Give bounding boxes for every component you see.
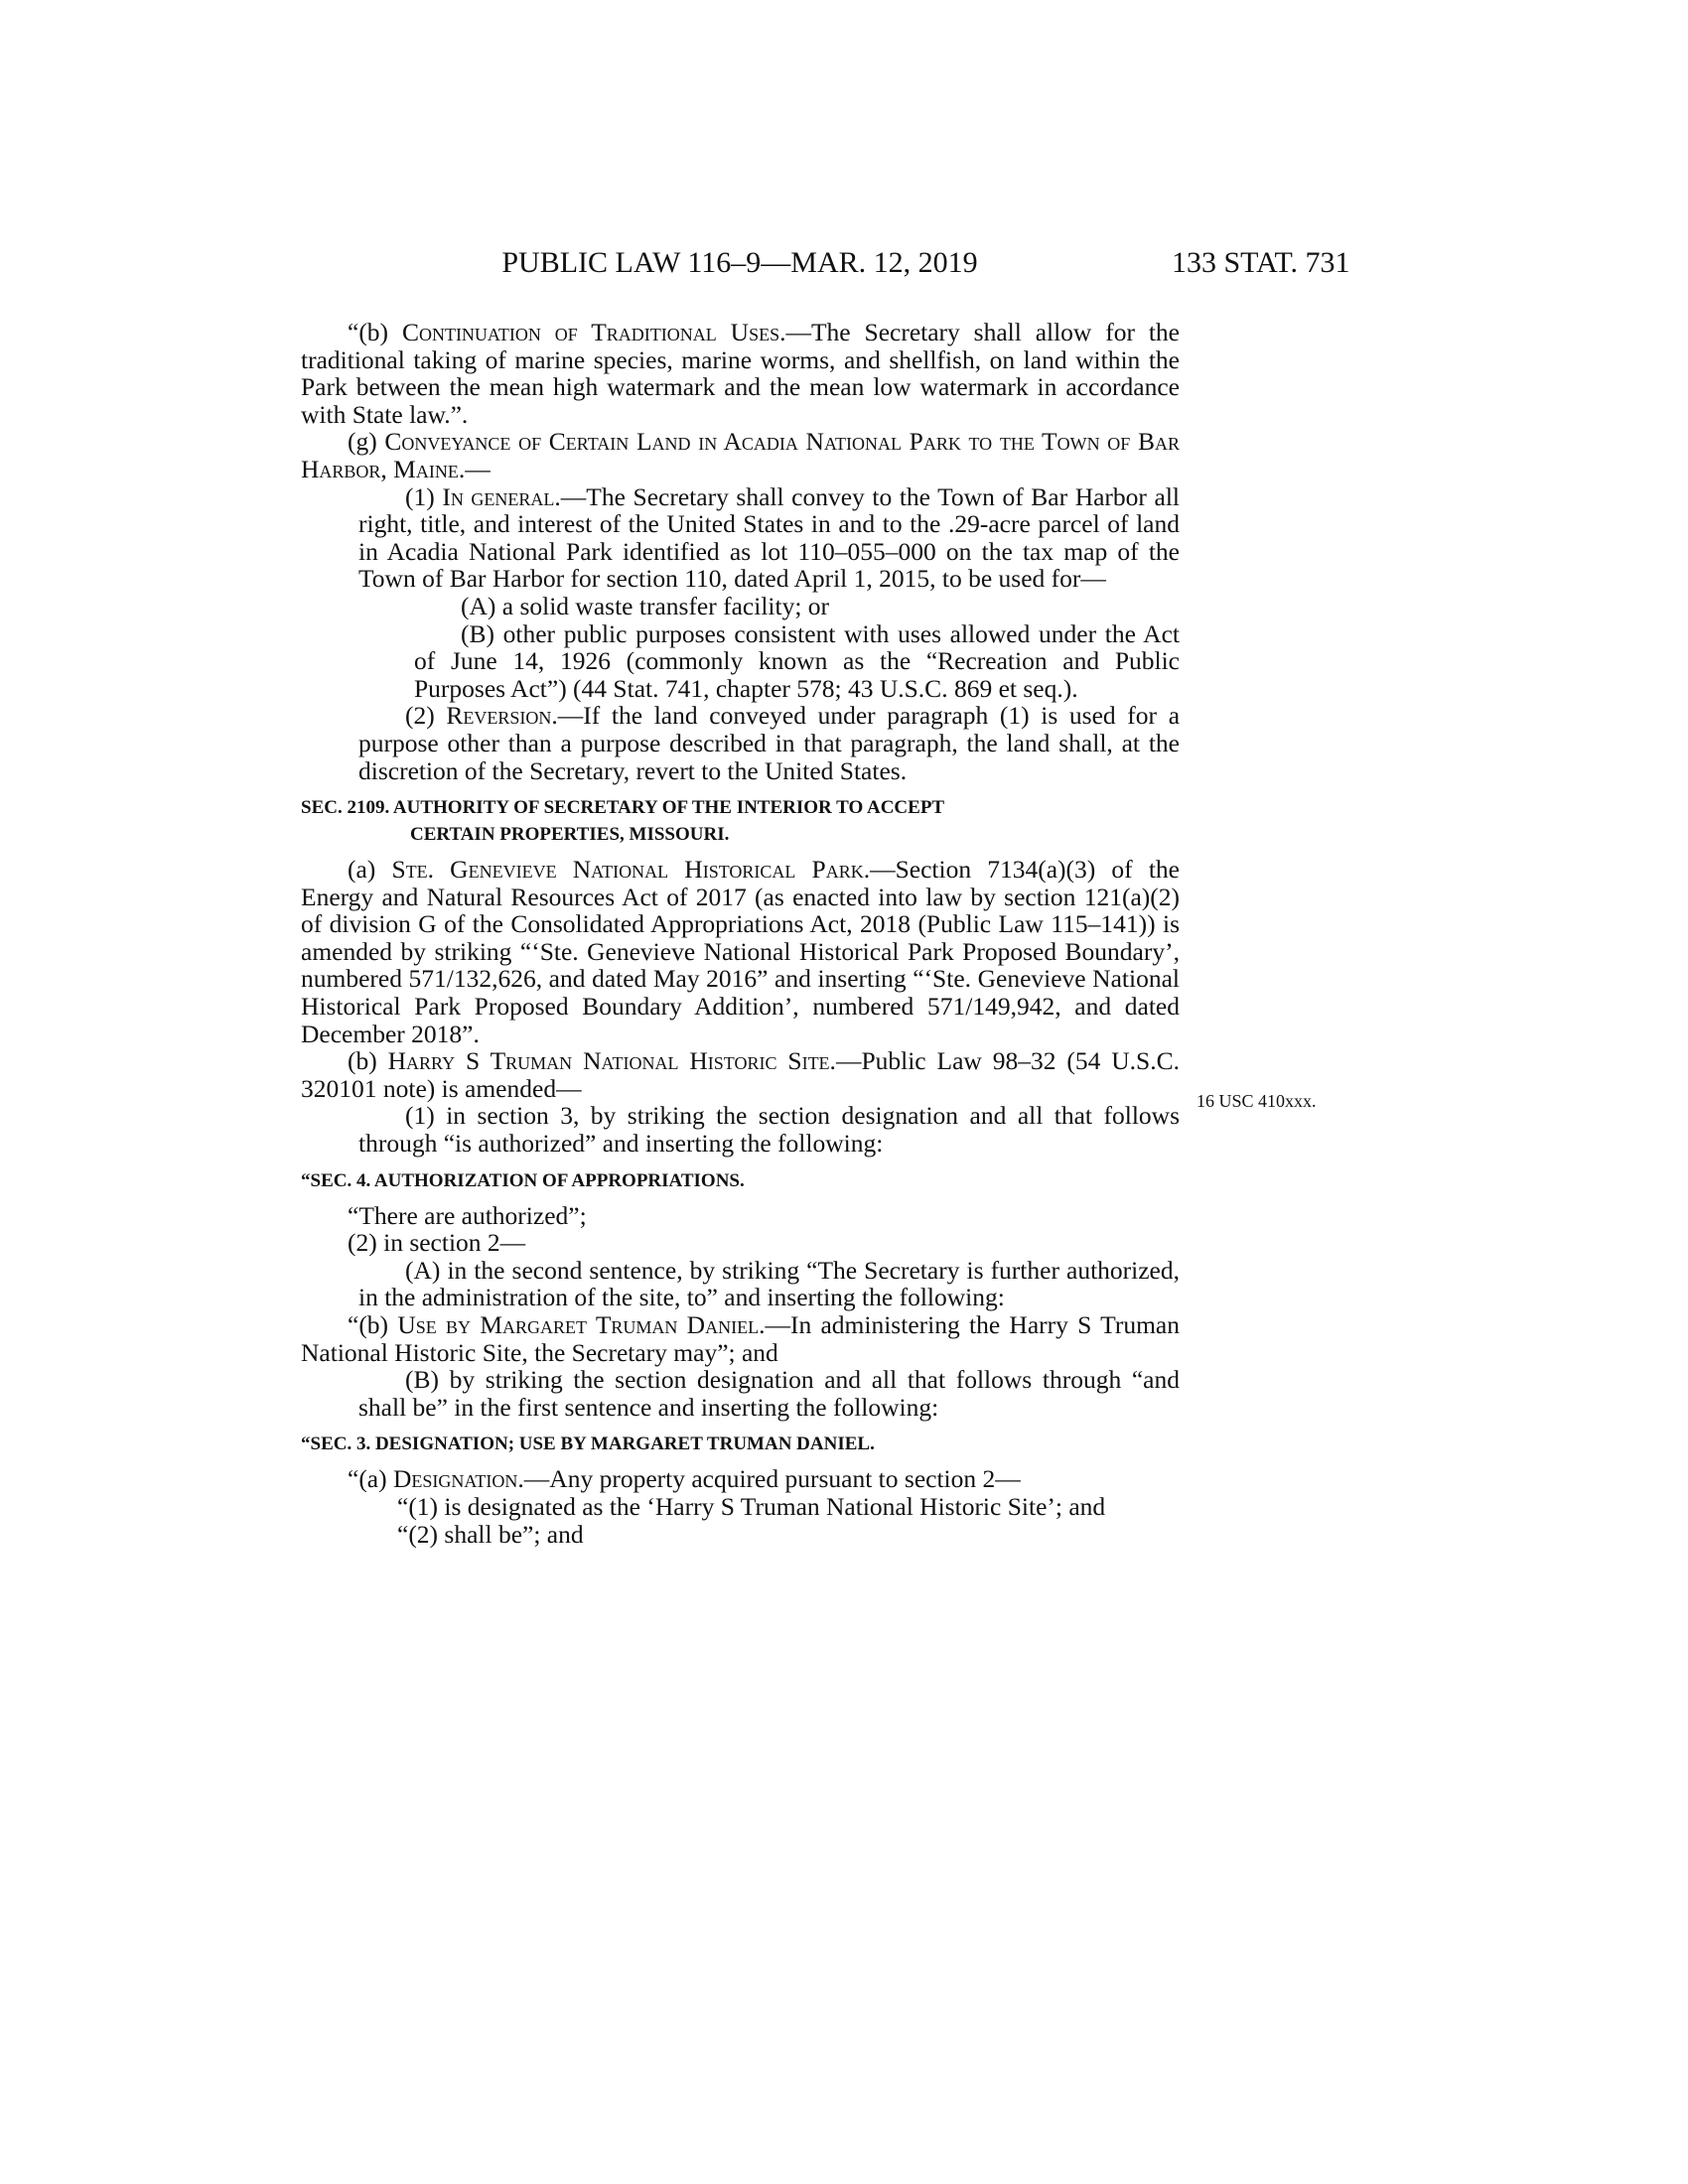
paragraph-g1: (1) In general.—The Secretary shall convey to the Town of Bar Harbor all right, title, and interest of the United States in and to the .29-acre parcel of land in Acadia National Park identified as lot 110–055–000 on the tax map of the Town of Bar Harbor for section 110, dated April 1, 2015, to be used for—	[358, 481, 1181, 594]
paragraph-heading: Continuation of Traditional Uses.	[401, 318, 786, 346]
paragraph-heading: Reversion.	[446, 701, 558, 731]
running-head: PUBLIC LAW 116–9—MAR. 12, 2019	[501, 246, 978, 279]
paragraph-b-continuation: “(b) Continuation of Traditional Uses.—The Secretary shall allow for the traditional taking of marine species, marine worms, and shellfish, on land within the Park between the mean high watermark and the mean low watermark in accordance with State law.”.	[301, 318, 1180, 429]
paragraph-use-by-daniel: “(b) Use by Margaret Truman Daniel.—In administering the Harry S Truman National Historic Site, the Secretary may”; and	[301, 1310, 1180, 1367]
subparagraph-gA: (A) a solid waste transfer facility; or	[461, 591, 830, 620]
margin-note: 16 USC 410xxx.	[1196, 1091, 1317, 1111]
subparagraph-gB: (B) other public purposes consistent with uses allowed under the Act of June 14, 1926 (commonly known as the “Recreation and Public Purposes Act”) (44 Stat. 741, chapter 578; 43 U.S.C. 869 et seq.).	[414, 618, 1180, 703]
paragraph-b1: (1) in section 3, by striking the section designation and all that follows through “is authorized” and inserting the following:	[358, 1101, 1180, 1159]
paragraph-g: (g) Conveyance of Certain Land in Acadia National Park to the Town of Bar Harbor, Maine.—	[301, 427, 1181, 483]
document-body	[301, 319, 1180, 1548]
paragraph-designation-2: “(2) shall be”; and	[397, 1519, 584, 1549]
section-heading-4: “SEC. 4. AUTHORIZATION OF APPROPRIATIONS.	[301, 1169, 745, 1191]
page-reference: 133 STAT. 731	[1172, 246, 1350, 279]
section-heading-3: “SEC. 3. DESIGNATION; USE BY MARGARET TRUMAN DANIEL.	[301, 1433, 875, 1455]
section-heading-2109: SEC. 2109. AUTHORITY OF SECRETARY OF THE INTERIOR TO ACCEPT CERTAIN PROPERTIES, MISSOURI.	[301, 797, 945, 846]
subparagraph-b2A: (A) in the second sentence, by striking “The Secretary is further authorized, in the administration of the site, to” and inserting the following:	[358, 1255, 1180, 1312]
paragraph-g2: (2) Reversion.—If the land conveyed under paragraph (1) is used for a purpose other than a purpose described in that paragraph, the land shall, at the discretion of the Secretary, revert to the United States.	[358, 701, 1181, 785]
paragraph-designation: “(a) Designation.—Any property acquired pursuant to section 2—	[348, 1464, 1021, 1494]
paragraph-heading: Conveyance of Certain Land in Acadia National Park to the Town of Bar Harbor, Maine.	[301, 427, 1181, 483]
paragraph-designation-1: “(1) is designated as the ‘Harry S Truman National Historic Site’; and	[397, 1491, 1106, 1521]
subparagraph-b2B: (B) by striking the section designation and all that follows through “and shall be” in the first sentence and inserting the following:	[358, 1365, 1180, 1422]
paragraph-heading: In general.	[442, 481, 561, 511]
paragraph-heading: Ste. Genevieve National Historical Park.	[391, 855, 871, 885]
paragraph-b: (b) Harry S Truman National Historic Site.—Public Law 98–32 (54 U.S.C. 320101 note) is amended—	[301, 1046, 1181, 1103]
page-header	[0, 246, 1688, 286]
paragraph-heading: Use by Margaret Truman Daniel.	[397, 1310, 766, 1339]
paragraph-a: (a) Ste. Genevieve National Historical Park.—Section 7134(a)(3) of the Energy and Natural Resources Act of 2017 (as enacted into law by section 121(a)(2) of division G of the Consolidated Appropriations Act, 2018 (Public Law 115–141)) is amended by striking “‘Ste. Genevieve National Historical Park Proposed Boundary’, numbered 571/132,626, and dated May 2016” and inserting “‘Ste. Genevieve National Historical Park Proposed Boundary Addition’, numbered 571/149,942, and dated December 2018”.	[301, 855, 1180, 1048]
paragraph-heading: Harry S Truman National Historic Site.	[387, 1046, 836, 1076]
paragraph-b2: (2) in section 2—	[348, 1228, 526, 1258]
paragraph-heading: Designation.	[393, 1464, 524, 1494]
inserted-text: “There are authorized”;	[348, 1200, 587, 1230]
